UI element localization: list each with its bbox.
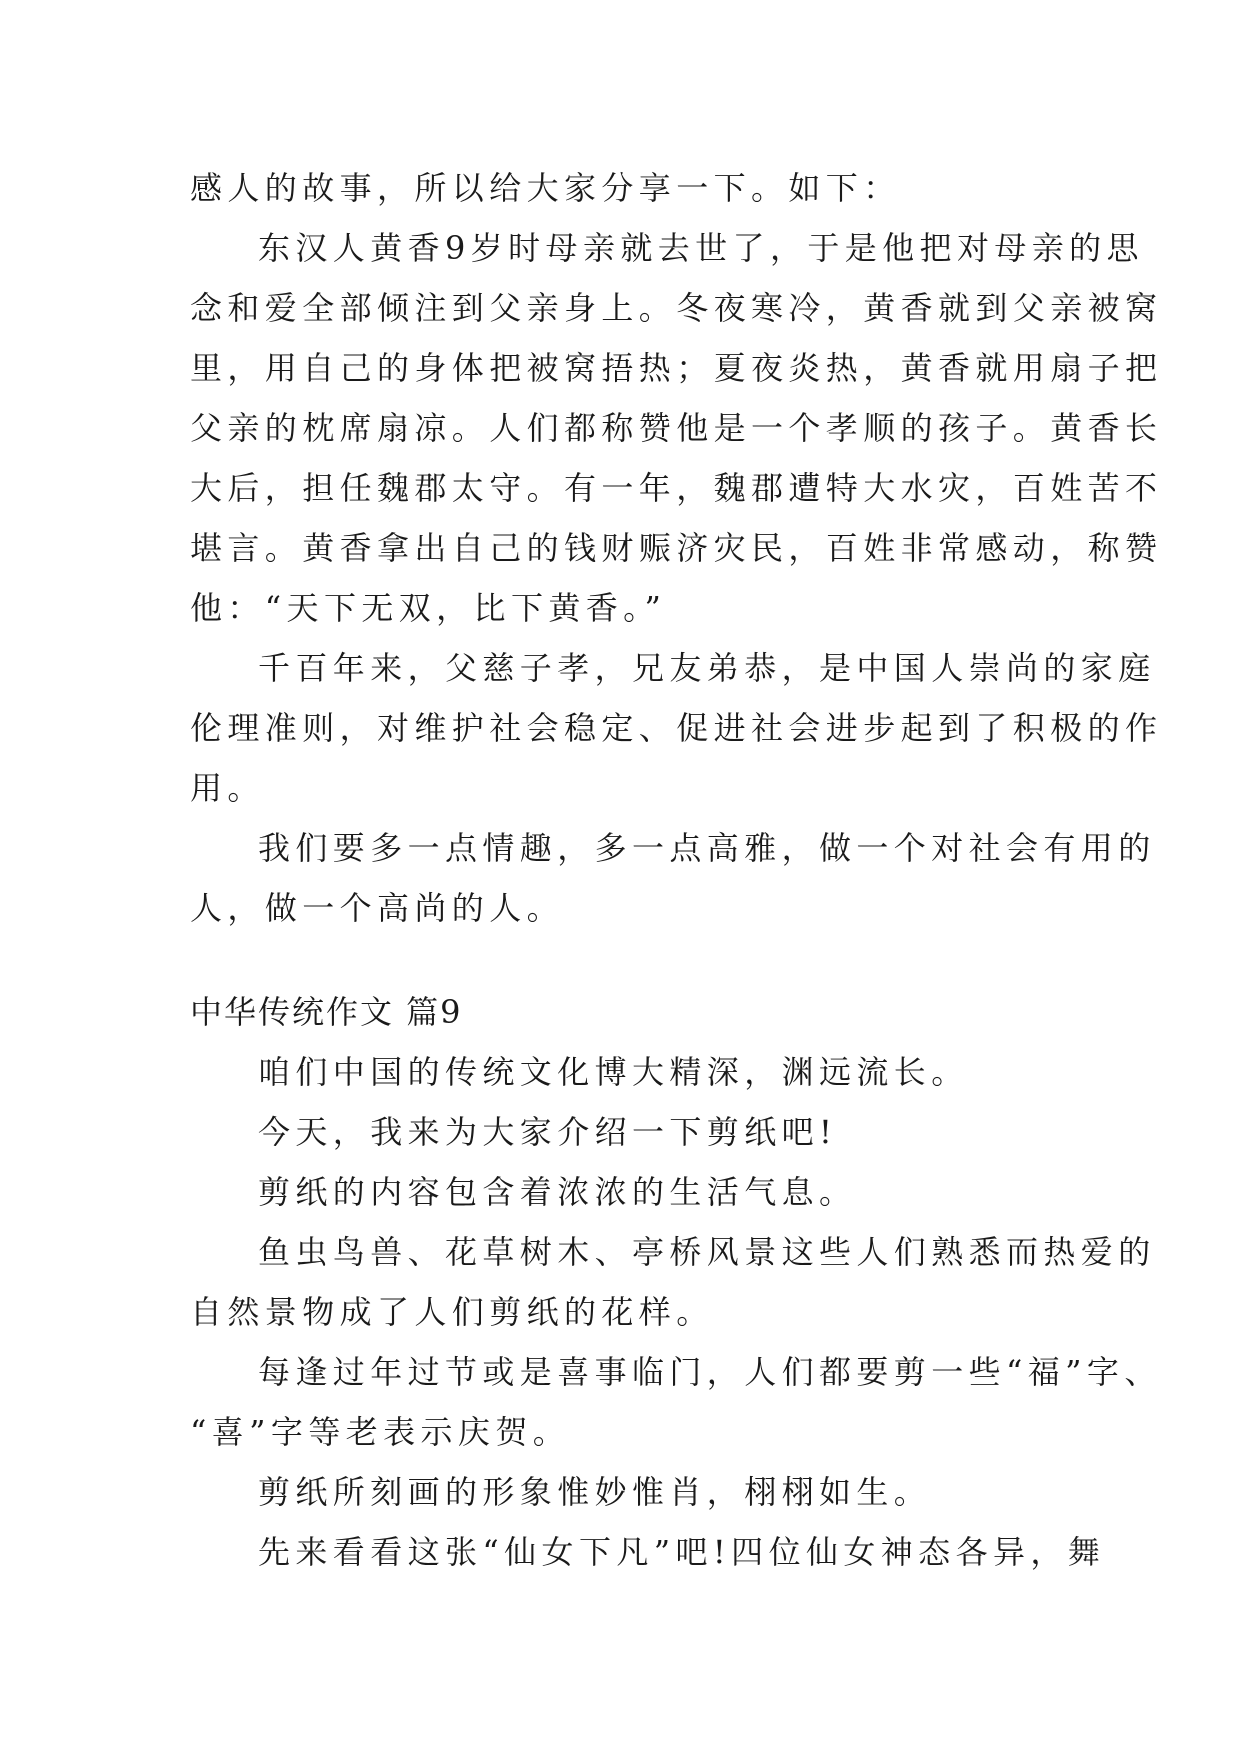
paragraph-first-line: 今天，我来为大家介绍一下剪纸吧! [258, 1113, 838, 1151]
paragraph-first-line: 千百年来，父慈子孝，兄友弟恭，是中国人崇尚的家庭 [258, 649, 1156, 687]
text-line: 自然景物成了人们剪纸的花样。 [190, 1293, 714, 1331]
paragraph-first-line: 咱们中国的传统文化博大精深，渊远流长。 [258, 1053, 969, 1091]
text-line: 感人的故事，所以给大家分享一下。如下： [190, 169, 901, 207]
paragraph-first-line: 东汉人黄香9岁时母亲就去世了，于是他把对母亲的思 [258, 229, 1144, 267]
paragraph-first-line: 先来看看这张“仙女下凡”吧!四位仙女神态各异，舞 [258, 1533, 1106, 1571]
text-line: 用。 [190, 769, 265, 807]
paragraph-first-line: 每逢过年过节或是喜事临门，人们都要剪一些“福”字、 [258, 1353, 1162, 1391]
text-line: “喜”字等老表示庆贺。 [190, 1413, 571, 1451]
paragraph-first-line: 剪纸所刻画的形象惟妙惟肖，栩栩如生。 [258, 1473, 932, 1511]
text-line: 里，用自己的身体把被窝捂热；夏夜炎热，黄香就用扇子把 [190, 349, 1163, 387]
section-heading: 中华传统作文 篇9 [190, 993, 463, 1031]
paragraph-first-line: 鱼虫鸟兽、花草树木、亭桥风景这些人们熟悉而热爱的 [258, 1233, 1156, 1271]
text-line: 堪言。黄香拿出自己的钱财赈济灾民，百姓非常感动，称赞 [190, 529, 1163, 567]
paragraph-first-line: 剪纸的内容包含着浓浓的生活气息。 [258, 1173, 857, 1211]
text-line: 念和爱全部倾注到父亲身上。冬夜寒冷，黄香就到父亲被窝 [190, 289, 1163, 327]
text-line: 他：“天下无双，比下黄香。” [190, 589, 667, 627]
paragraph-first-line: 我们要多一点情趣，多一点高雅，做一个对社会有用的 [258, 829, 1156, 867]
text-line: 伦理准则，对维护社会稳定、促进社会进步起到了积极的作 [190, 709, 1163, 747]
text-line: 大后，担任魏郡太守。有一年，魏郡遭特大水灾，百姓苦不 [190, 469, 1163, 507]
text-line: 父亲的枕席扇凉。人们都称赞他是一个孝顺的孩子。黄香长 [190, 409, 1163, 447]
text-line: 人，做一个高尚的人。 [190, 889, 565, 927]
